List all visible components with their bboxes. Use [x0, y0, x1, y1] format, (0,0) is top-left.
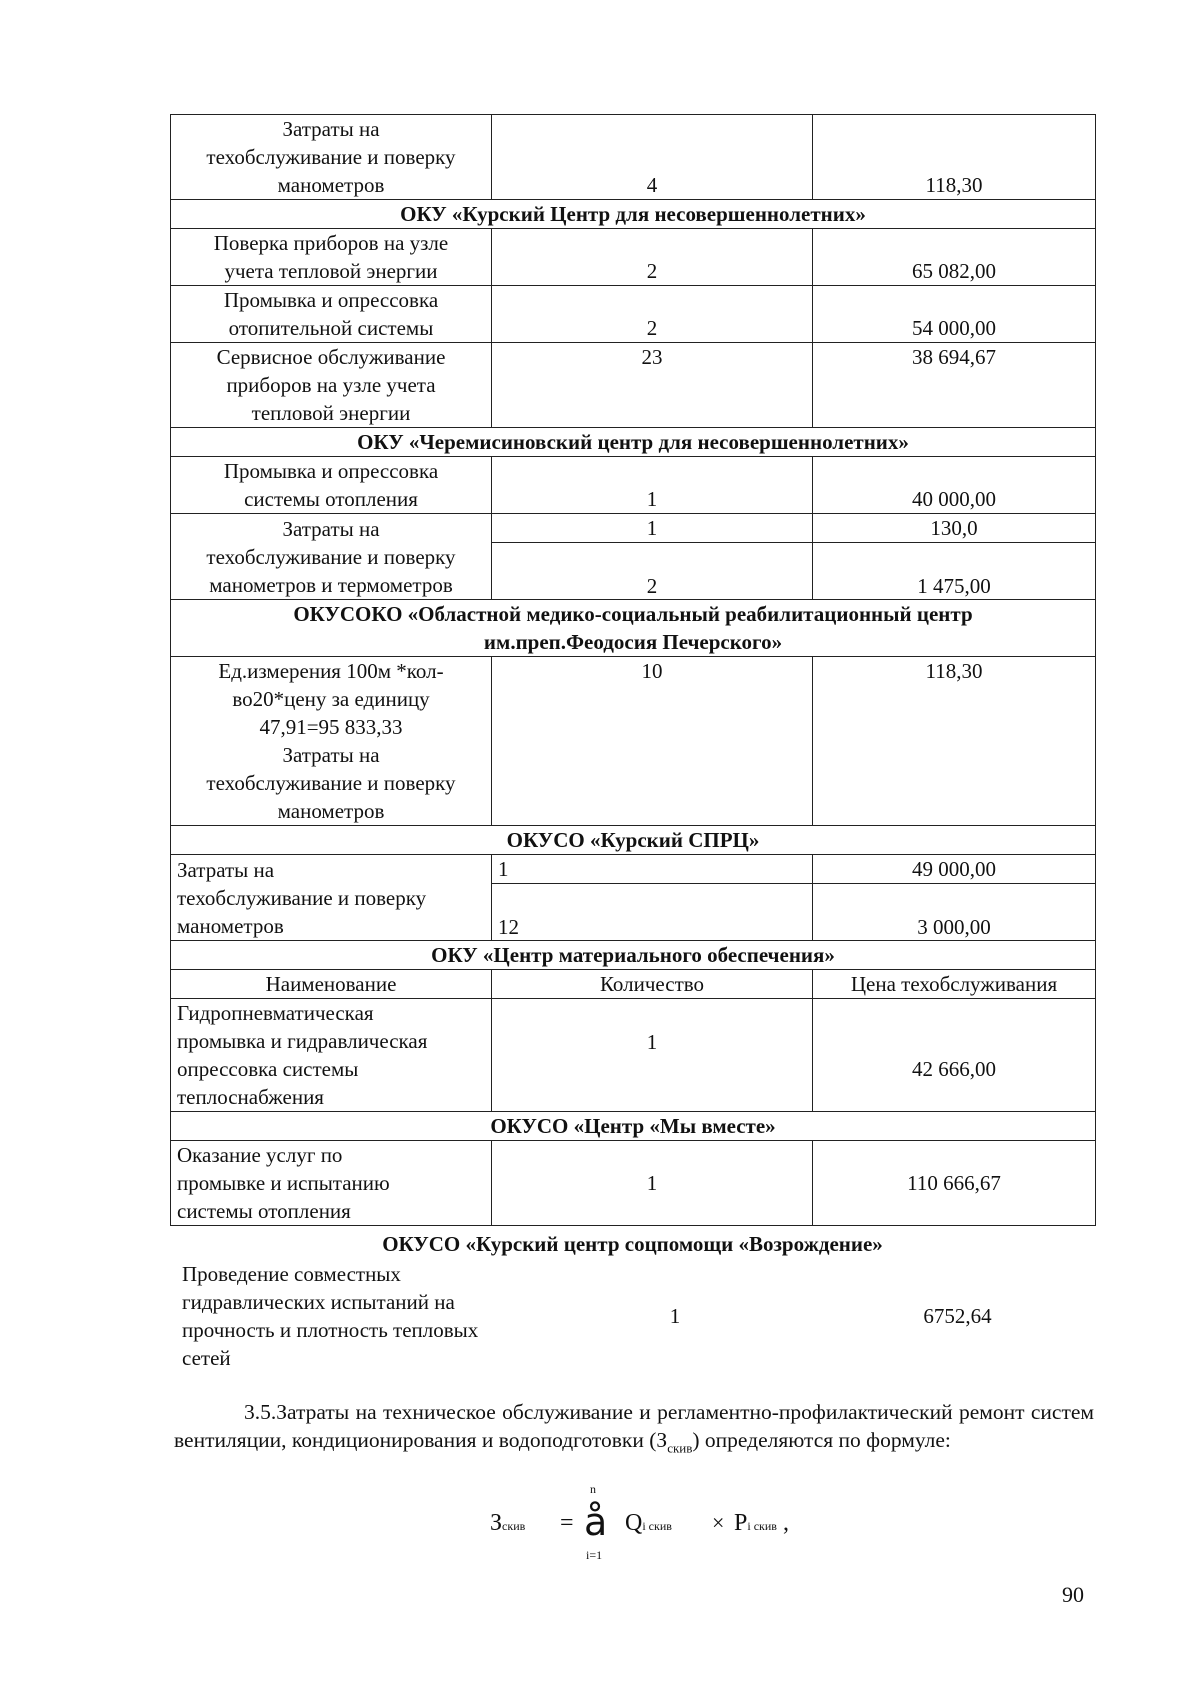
price-cell: 65 082,00 [813, 229, 1096, 286]
service-name-cell: Проведение совместных гидравлических испытаний на прочность и плотность тепловых сетей [182, 1262, 479, 1370]
service-name-cell: Поверка приборов на узле учета тепловой энергии [171, 229, 492, 286]
section-header: ОКУ «Черемисиновский центр для несовершеннолетних» [171, 428, 1096, 457]
column-header-quantity: Количество [492, 970, 813, 999]
page-number: 90 [1062, 1582, 1084, 1607]
table-row [171, 115, 1096, 200]
price-cell: 130,0 1 475,00 [813, 514, 1096, 600]
section-header-row [171, 941, 1096, 970]
price-cell: 40 000,00 [813, 457, 1096, 514]
quantity-cell: 1 [492, 457, 813, 514]
section-header: ОКУСО «Курский центр соцпомощи «Возрождение» [382, 1232, 883, 1256]
cost-formula [480, 1482, 800, 1568]
service-name-cell: Промывка и опрессовка системы отопления [171, 457, 492, 514]
quantity-cell: 1 [492, 1141, 813, 1226]
section-header-row [171, 1112, 1096, 1141]
quantity-cell: 1 2 [492, 514, 813, 600]
column-header-price: Цена техобслуживания [813, 970, 1096, 999]
price-cell: 38 694,67 [813, 343, 1096, 428]
service-name-cell: Затраты на техобслуживание и поверку манометров и термометров [171, 514, 492, 600]
formula-p-term: Pi скив , [734, 1510, 789, 1536]
table-row [171, 229, 1096, 286]
price-cell: 110 666,67 [813, 1141, 1096, 1226]
table-row [171, 855, 1096, 941]
sum-sign: å [584, 1500, 608, 1544]
section-header: ОКУ «Курский Центр для несовершеннолетних» [171, 200, 1096, 229]
formula-times: × [712, 1510, 725, 1535]
quantity-cell: 4 [492, 115, 813, 200]
quantity-cell: 10 [492, 657, 813, 826]
table-row [171, 286, 1096, 343]
service-name-cell: Ед.измерения 100м *кол- во20*цену за единицу 47,91=95 833,33 Затраты на техобслуживание и поверку манометров [171, 657, 492, 826]
column-header-row [171, 970, 1096, 999]
service-name-cell: Оказание услуг по промывке и испытанию системы отопления [171, 1141, 492, 1226]
price-cell: 42 666,00 [813, 999, 1096, 1112]
quantity-cell: 1 12 [492, 855, 813, 941]
sum-upper-limit: n [590, 1482, 596, 1496]
quantity-cell: 23 [492, 343, 813, 428]
table-row [171, 1141, 1096, 1226]
formula-equals: = [560, 1510, 574, 1536]
table-row [170, 1260, 1095, 1372]
formula-lhs: Зскив [490, 1510, 526, 1536]
section-header-row [171, 200, 1096, 229]
section-header: ОКУСО «Центр «Мы вместе» [171, 1112, 1096, 1141]
price-cell: 118,30 [813, 657, 1096, 826]
column-header-name: Наименование [171, 970, 492, 999]
quantity-cell: 2 [492, 229, 813, 286]
table-row [171, 457, 1096, 514]
price-cell: 54 000,00 [813, 286, 1096, 343]
body-paragraph: 3.5.Затраты на техническое обслуживание и регламентно-профилактический ремонт систем вентиляции, кондиционирования и водоподготовки $(З_{скив})$ определяются по формуле: [174, 1400, 1094, 1456]
section-header: ОКУСО «Курский СПРЦ» [171, 826, 1096, 855]
table-row [171, 657, 1096, 826]
section-header: ОКУ «Центр материального обеспечения» [171, 941, 1096, 970]
price-cell: 118,30 [813, 115, 1096, 200]
service-name-cell: Промывка и опрессовка отопительной системы [171, 286, 492, 343]
section-header-row [171, 826, 1096, 855]
unbordered-row-table [170, 1260, 1095, 1372]
quantity-cell: 2 [492, 286, 813, 343]
section-header: ОКУСОКО «Областной медико-социальный реабилитационный центр им.преп.Феодосия Печерского» [171, 600, 1096, 657]
price-cell: 49 000,00 3 000,00 [813, 855, 1096, 941]
quantity-cell: 1 [669, 1304, 681, 1328]
table-row [171, 999, 1096, 1112]
service-name-cell: Затраты на техобслуживание и поверку манометров [171, 115, 492, 200]
price-cell: 6752,64 [923, 1304, 992, 1328]
table-row [171, 514, 1096, 600]
service-name-cell: Сервисное обслуживание приборов на узле учета тепловой энергии [171, 343, 492, 428]
section-header-row [171, 428, 1096, 457]
service-name-cell: Затраты на техобслуживание и поверку манометров [171, 855, 492, 941]
service-name-cell: Гидропневматическая промывка и гидравлическая опрессовка системы теплоснабжения [171, 999, 492, 1112]
section-header-row [171, 600, 1096, 657]
quantity-cell: 1 [492, 999, 813, 1112]
sum-lower-limit: i=1 [586, 1548, 603, 1562]
table-row [171, 343, 1096, 428]
cost-table [170, 114, 1096, 1226]
formula-q-term: Qi скив [625, 1510, 672, 1536]
